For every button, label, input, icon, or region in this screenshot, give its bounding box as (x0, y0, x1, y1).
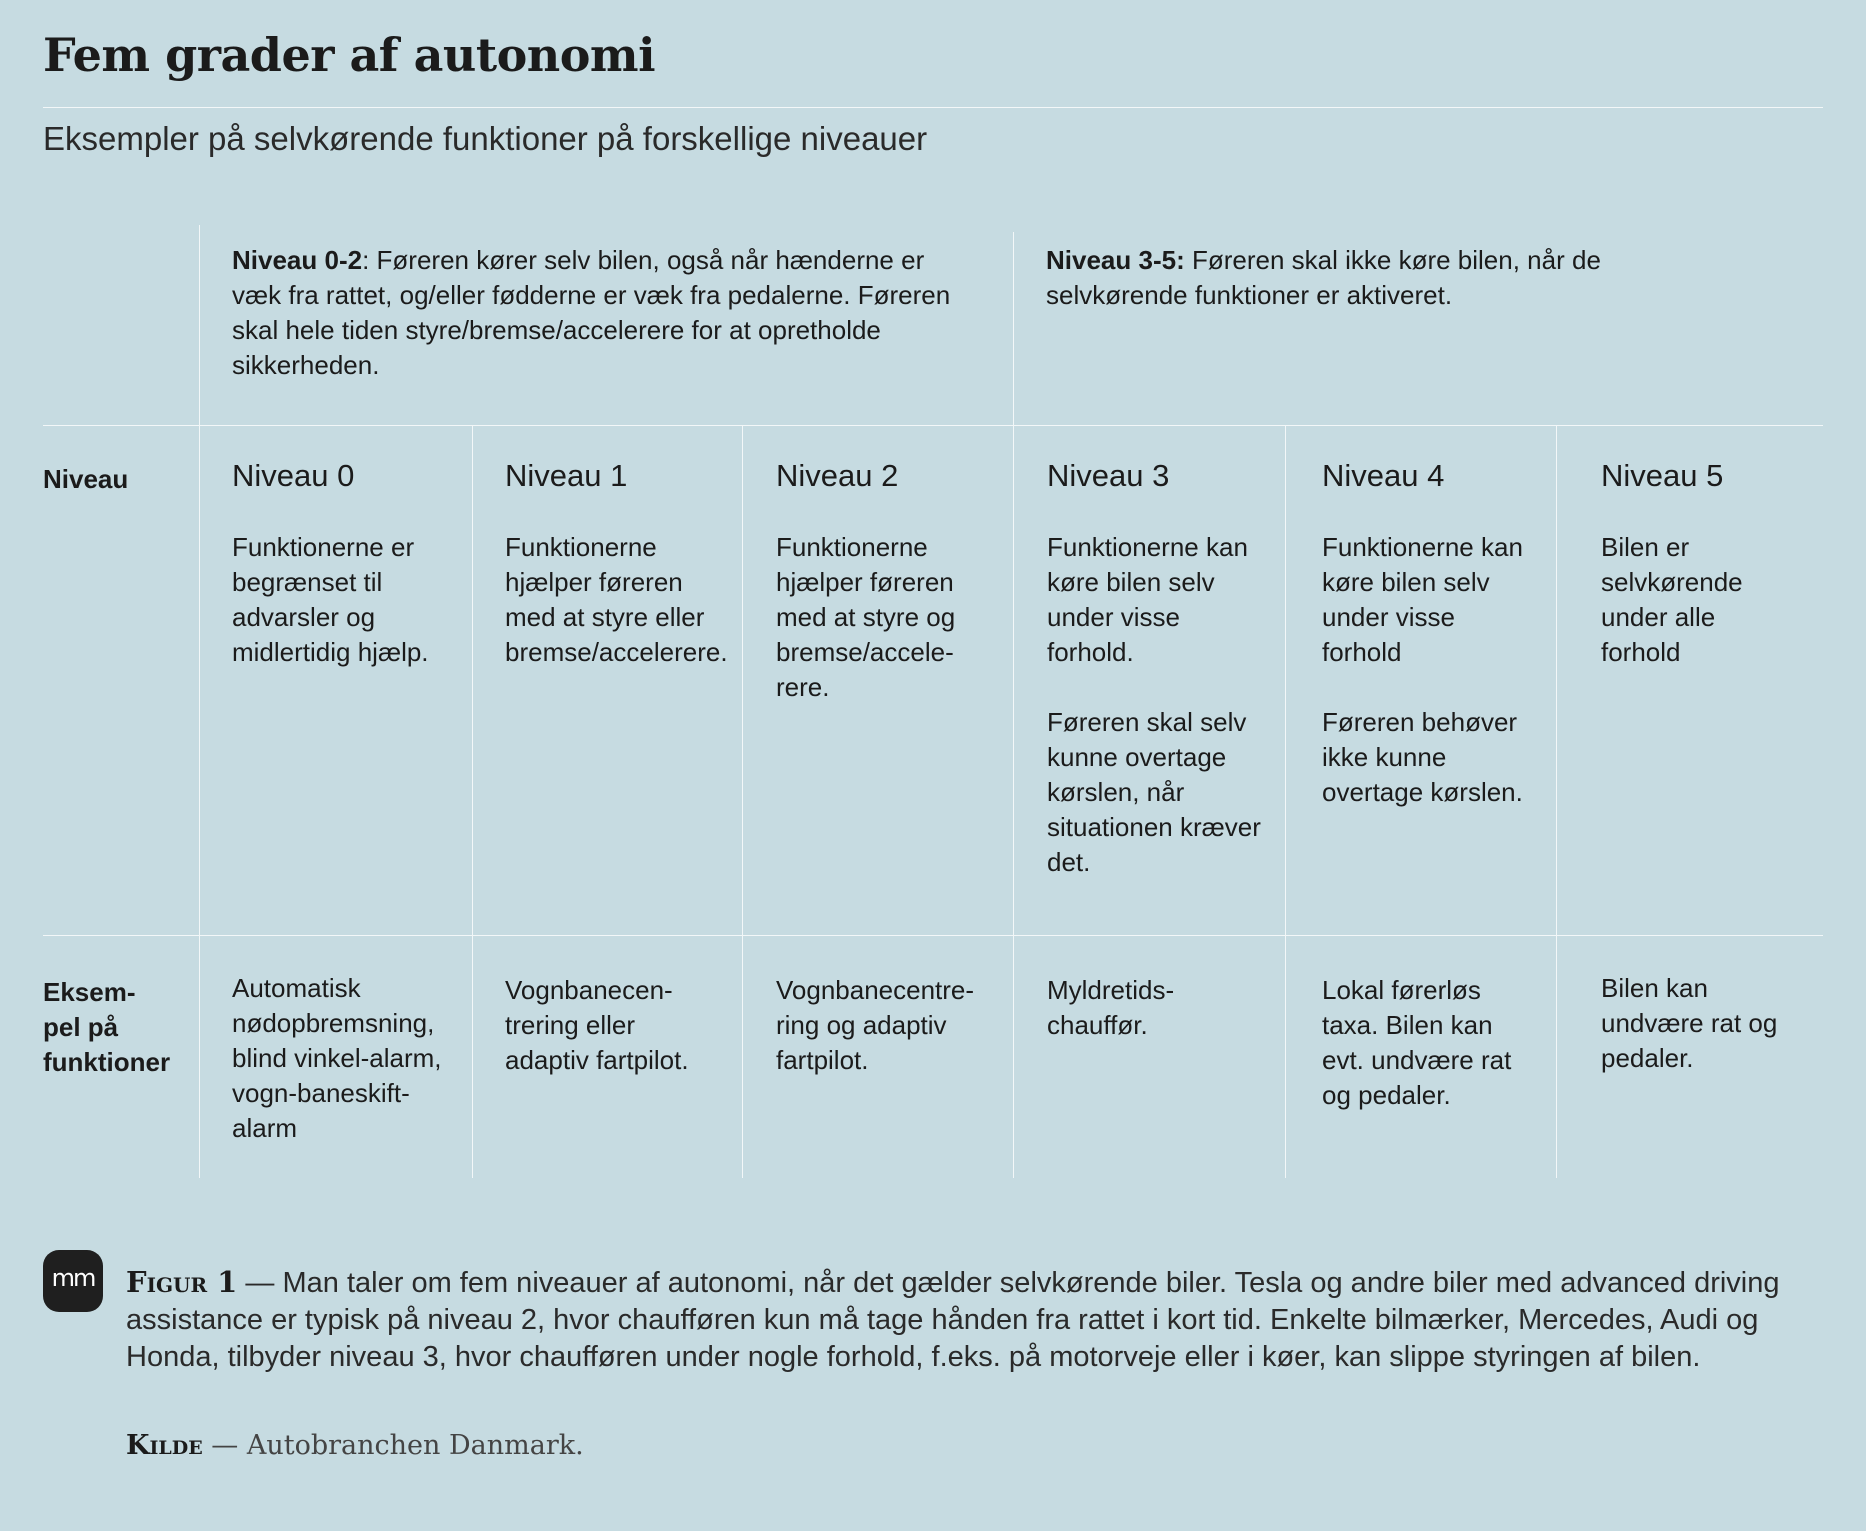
group-text: Føreren kører selv bilen, også når hænderne er væk fra rattet, og/eller fødderne er væk fra pedalerne. Føreren skal hele tiden styre/bremse/accelerere for at opretholde sikkerheden. (232, 245, 951, 380)
source-label: Kilde (126, 1430, 203, 1461)
level-description (776, 530, 986, 705)
level-example: Bilen kan undvære rat og pedaler. (1601, 973, 1778, 1073)
figure-caption (126, 1264, 1826, 1376)
level-example: Vognbanecen-trering eller adaptiv fartpilot. (505, 975, 689, 1075)
page-title: Fem grader af autonomi (43, 28, 656, 82)
level-description-paragraph: Funktionerne kan køre bilen selv under visse forhold (1322, 532, 1523, 667)
level-title: Niveau 4 (1322, 458, 1445, 493)
level-title: Niveau 3 (1047, 458, 1170, 493)
level-description-paragraph: Føreren skal selv kunne overtage kørslen, når situationen kræver det. (1047, 707, 1261, 877)
divider-col-2 (742, 426, 743, 1178)
level-description (232, 530, 447, 670)
level-example: Vognbanecentre-ring og adaptiv fartpilot. (776, 975, 975, 1075)
group-label: Niveau 3-5: (1046, 245, 1185, 275)
level-description-paragraph: Funktionerne hjælper føreren med at styre og bremse/accele-rere. (776, 532, 956, 702)
level-title: Niveau 5 (1601, 458, 1724, 493)
level-example: Automatisk nødopbremsning, blind vinkel-alarm, vogn-baneskift-alarm (232, 973, 442, 1143)
group-label: Niveau 0-2 (232, 245, 363, 275)
level-title: Niveau 0 (232, 458, 355, 493)
source-text: Autobranchen Danmark. (246, 1430, 584, 1461)
level-example: Myldretids-chauffør. (1047, 975, 1175, 1040)
divider-row-examples (43, 935, 1823, 936)
row-label-example-line: Eksem- (43, 977, 136, 1007)
row-label-level: Niveau (43, 464, 129, 494)
level-description (505, 530, 728, 670)
divider-group-middle (1013, 232, 1014, 1178)
divider-col-4 (1285, 426, 1286, 1178)
figure-caption-dash: — (237, 1267, 283, 1299)
level-description-paragraph: Funktionerne kan køre bilen selv under visse forhold. (1047, 532, 1248, 667)
publisher-logo: mm (43, 1250, 103, 1312)
level-description-paragraph: Bilen er selvkørende under alle forhold (1601, 532, 1743, 667)
level-title: Niveau 1 (505, 458, 628, 493)
source-dash: — (202, 1430, 247, 1461)
group-description-levels-3-5 (1046, 243, 1746, 313)
row-label-example-line: funktioner (43, 1047, 171, 1077)
group-text: Føreren skal ikke køre bilen, når de selvkørende funktioner er aktiveret. (1046, 245, 1601, 310)
row-label-example-line: pel på (43, 1012, 119, 1042)
page-subtitle: Eksempler på selvkørende funktioner på forskellige niveauer (43, 120, 928, 157)
group-label-separator: : (362, 245, 370, 275)
title-divider (43, 107, 1823, 108)
source-line (126, 1430, 584, 1461)
level-description-paragraph: Funktionerne hjælper føreren med at styre eller bremse/accelerere. (505, 532, 728, 667)
divider-col-5 (1556, 426, 1557, 1178)
level-description-paragraph: Funktionerne er begrænset til advarsler og midlertidig hjælp. (232, 532, 429, 667)
level-example: Lokal førerløs taxa. Bilen kan evt. undvære rat og pedaler. (1322, 975, 1512, 1110)
figure-caption-text: Man taler om fem niveauer af autonomi, når det gælder selvkørende biler. Tesla og andre biler med advanced driving assistance er typisk på niveau 2, hvor chaufføren kun må tage hånden fra rattet i kort tid. Enkelte bilmærker, Mercedes, Audi og Honda, tilbyder niveau 3, hvor chaufføren under nogle forhold, f.eks. på motorveje eller i køer, kan slippe styringen af bilen. (126, 1267, 1780, 1373)
level-description (1047, 530, 1262, 880)
figure-caption-label: Figur 1 (126, 1265, 238, 1299)
divider-row-header (43, 425, 1823, 426)
group-description-levels-0-2 (232, 243, 972, 383)
row-label-example (43, 975, 170, 1080)
divider-col-1 (472, 426, 473, 1178)
level-title: Niveau 2 (776, 458, 899, 493)
level-description-paragraph: Føreren behøver ikke kunne overtage kørslen. (1322, 707, 1523, 807)
divider-group-left (199, 225, 200, 1178)
level-description (1322, 530, 1537, 810)
level-description (1601, 530, 1786, 670)
